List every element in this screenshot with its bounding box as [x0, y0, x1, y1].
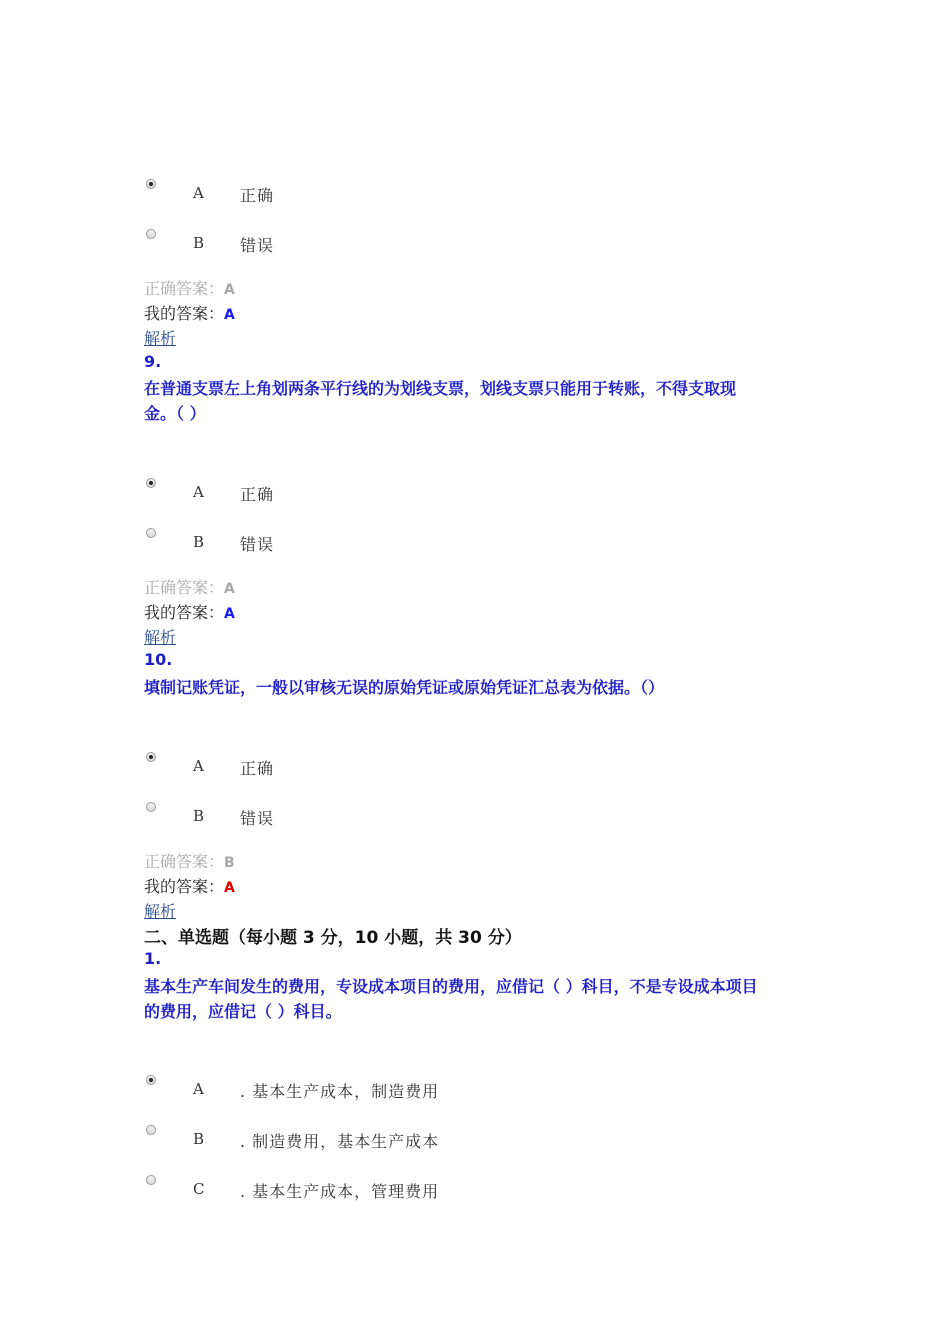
option-letter: A: [193, 757, 204, 775]
question-number: 10.: [144, 650, 173, 669]
option-letter: B: [193, 234, 205, 252]
analysis-link[interactable]: 解析: [144, 902, 177, 921]
radio-option-b[interactable]: [146, 802, 156, 812]
correct-answer: 正确答案：A: [144, 279, 235, 298]
option-text: 正确: [240, 186, 275, 205]
radio-option-a[interactable]: [146, 478, 156, 488]
question-text: 金。（ ）: [144, 404, 206, 423]
correct-answer-value: A: [224, 581, 235, 597]
question-text: 基本生产车间发生的费用，专设成本项目的费用，应借记（ ）科目，不是专设成本项目: [144, 977, 758, 996]
radio-option-c[interactable]: [146, 1175, 156, 1185]
question-number: 1.: [144, 949, 162, 968]
radio-option-a[interactable]: [146, 179, 156, 189]
correct-answer-value: B: [224, 855, 235, 871]
my-answer-value: A: [224, 307, 235, 323]
my-answer-value: A: [224, 606, 235, 622]
radio-option-b[interactable]: [146, 229, 156, 239]
option-text: 错误: [240, 809, 275, 828]
radio-option-b[interactable]: [146, 528, 156, 538]
option-letter: B: [193, 533, 205, 551]
radio-option-a[interactable]: [146, 752, 156, 762]
option-letter: C: [193, 1180, 205, 1198]
option-letter: A: [193, 483, 204, 501]
correct-answer: 正确答案：B: [144, 852, 235, 871]
section-heading: 二、单选题（每小题 3 分，10 小题，共 30 分）: [144, 928, 522, 948]
option-letter: A: [193, 184, 204, 202]
my-answer: 我的答案：A: [144, 877, 235, 896]
question-text: 的费用，应借记（ ）科目。: [144, 1002, 342, 1021]
option-letter: B: [193, 1130, 205, 1148]
analysis-link[interactable]: 解析: [144, 628, 177, 647]
option-text: . 基本生产成本，管理费用: [240, 1182, 440, 1201]
correct-answer-value: A: [224, 282, 235, 298]
question-number: 9.: [144, 352, 162, 371]
option-text: 正确: [240, 759, 275, 778]
analysis-link[interactable]: 解析: [144, 329, 177, 348]
option-text: . 制造费用，基本生产成本: [240, 1132, 440, 1151]
option-text: . 基本生产成本，制造费用: [240, 1082, 440, 1101]
option-letter: B: [193, 807, 205, 825]
radio-option-a[interactable]: [146, 1075, 156, 1085]
question-text: 填制记账凭证，一般以审核无误的原始凭证或原始凭证汇总表为依据。（）: [144, 678, 665, 697]
radio-option-b[interactable]: [146, 1125, 156, 1135]
correct-answer: 正确答案：A: [144, 578, 235, 597]
option-text: 错误: [240, 236, 275, 255]
option-text: 正确: [240, 485, 275, 504]
my-answer: 我的答案：A: [144, 304, 235, 323]
option-text: 错误: [240, 535, 275, 554]
my-answer: 我的答案：A: [144, 603, 235, 622]
my-answer-value: A: [224, 880, 235, 896]
question-text: 在普通支票左上角划两条平行线的为划线支票，划线支票只能用于转账，不得支取现: [144, 379, 737, 398]
option-letter: A: [193, 1080, 204, 1098]
